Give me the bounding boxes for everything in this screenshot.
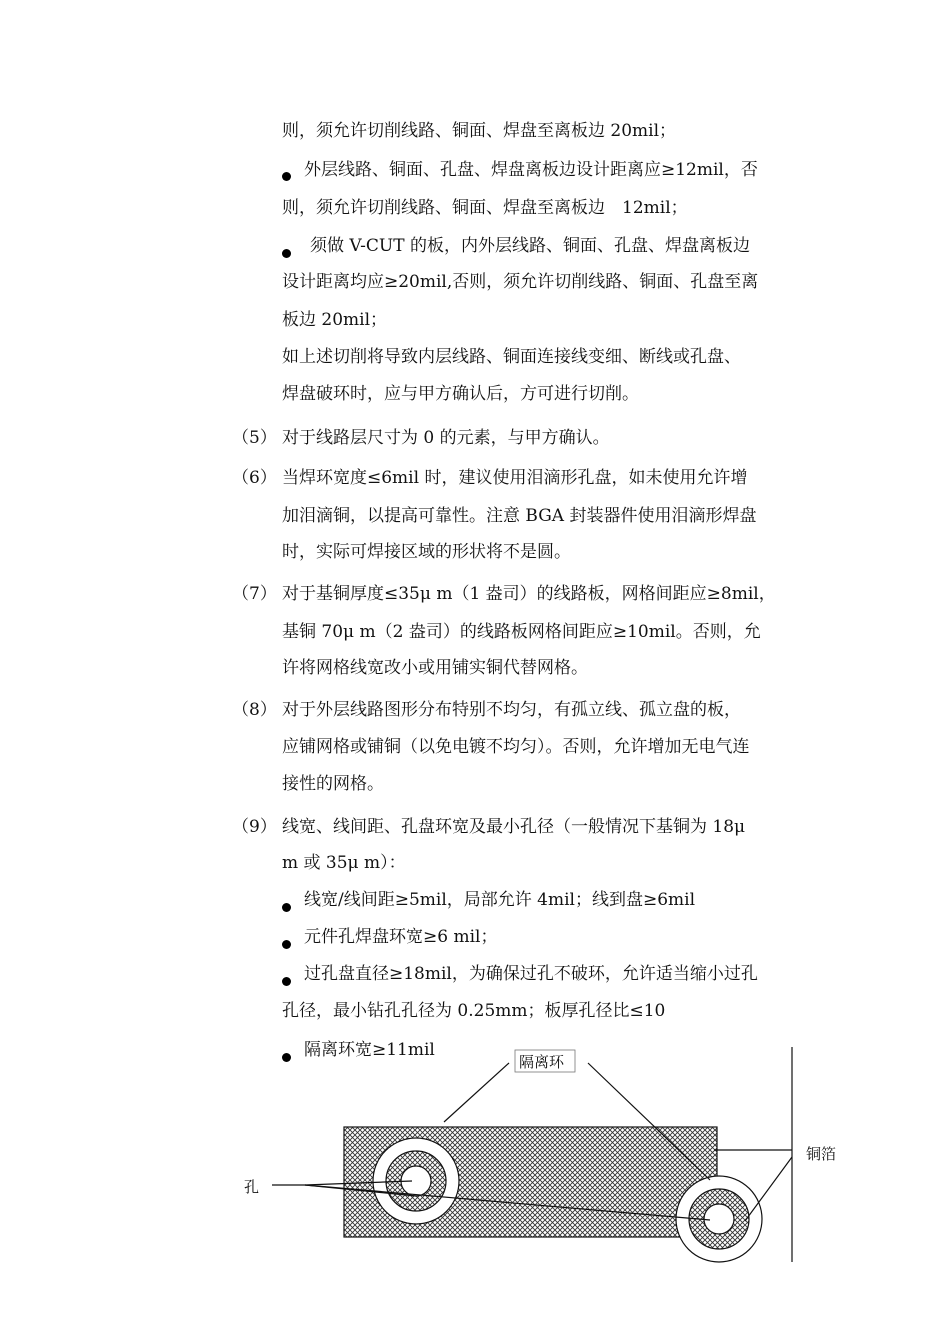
text-line: 应铺网格或铺铜（以免电镀不均匀）。否则，允许增加无电气连	[282, 737, 750, 757]
text-line: 板边 20mil；	[282, 310, 388, 330]
text-line: 加泪滴铜，以提高可靠性。注意 BGA 封装器件使用泪滴形焊盘	[282, 506, 757, 526]
text-line: 元件孔焊盘环宽≥6 mil；	[304, 927, 498, 947]
hole	[704, 1204, 734, 1234]
item-number: （5）	[232, 428, 277, 448]
text-line: 基铜 70μ m（2 盎司）的线路板网格间距应≥10mil。否则，允	[282, 622, 761, 642]
text-line: 对于外层线路图形分布特别不均匀，有孤立线、孤立盘的板，	[282, 700, 741, 720]
text-line: 则，须允许切削线路、铜面、焊盘至离板边 12mil；	[282, 198, 688, 218]
text-line: 对于线路层尺寸为 0 的元素，与甲方确认。	[282, 428, 610, 448]
text-line: 许将网格线宽改小或用铺实铜代替网格。	[282, 658, 588, 678]
item-number: （9）	[232, 817, 277, 837]
text-line: 焊盘破环时，应与甲方确认后，方可进行切削。	[282, 384, 639, 404]
text-line: 隔离环宽≥11mil	[304, 1040, 435, 1060]
text-line: m 或 35μ m）：	[282, 853, 406, 873]
text-line: 线宽、线间距、孔盘环宽及最小孔径（一般情况下基铜为 18μ	[282, 817, 746, 837]
isolation-ring-label: 隔离环	[519, 1053, 565, 1071]
copper-foil-label: 铜箔	[806, 1145, 837, 1163]
text-line: 对于基铜厚度≤35μ m（1 盎司）的线路板，网格间距应≥8mil，	[282, 584, 776, 604]
text-line: 须做 V-CUT 的板，内外层线路、铜面、孔盘、焊盘离板边	[310, 236, 750, 256]
text-line: 当焊环宽度≤6mil 时，建议使用泪滴形孔盘，如未使用允许增	[282, 468, 748, 488]
text-line: 设计距离均应≥20mil,否则，须允许切削线路、铜面、孔盘至离	[282, 272, 759, 292]
text-line: 如上述切削将导致内层线路、铜面连接线变细、断线或孔盘、	[282, 347, 741, 367]
item-number: （7）	[232, 584, 277, 604]
hole-label: 孔	[244, 1178, 260, 1196]
text-line: 孔径，最小钻孔孔径为 0.25mm；板厚孔径比≤10	[282, 1001, 666, 1021]
item-number: （8）	[232, 700, 277, 720]
leader-line	[444, 1063, 509, 1122]
text-line: 过孔盘直径≥18mil，为确保过孔不破环，允许适当缩小过孔	[304, 964, 758, 984]
leader-line	[745, 1157, 792, 1221]
text-line: 外层线路、铜面、孔盘、焊盘离板边设计距离应≥12mil，否	[304, 160, 758, 180]
text-line: 线宽/线间距≥5mil，局部允许 4mil；线到盘≥6mil	[304, 890, 696, 910]
item-number: （6）	[232, 468, 277, 488]
text-line: 接性的网格。	[282, 774, 384, 794]
text-line: 时，实际可焊接区域的形状将不是圆。	[282, 542, 571, 562]
text-line: 则，须允许切削线路、铜面、焊盘至离板边 20mil；	[282, 121, 677, 141]
